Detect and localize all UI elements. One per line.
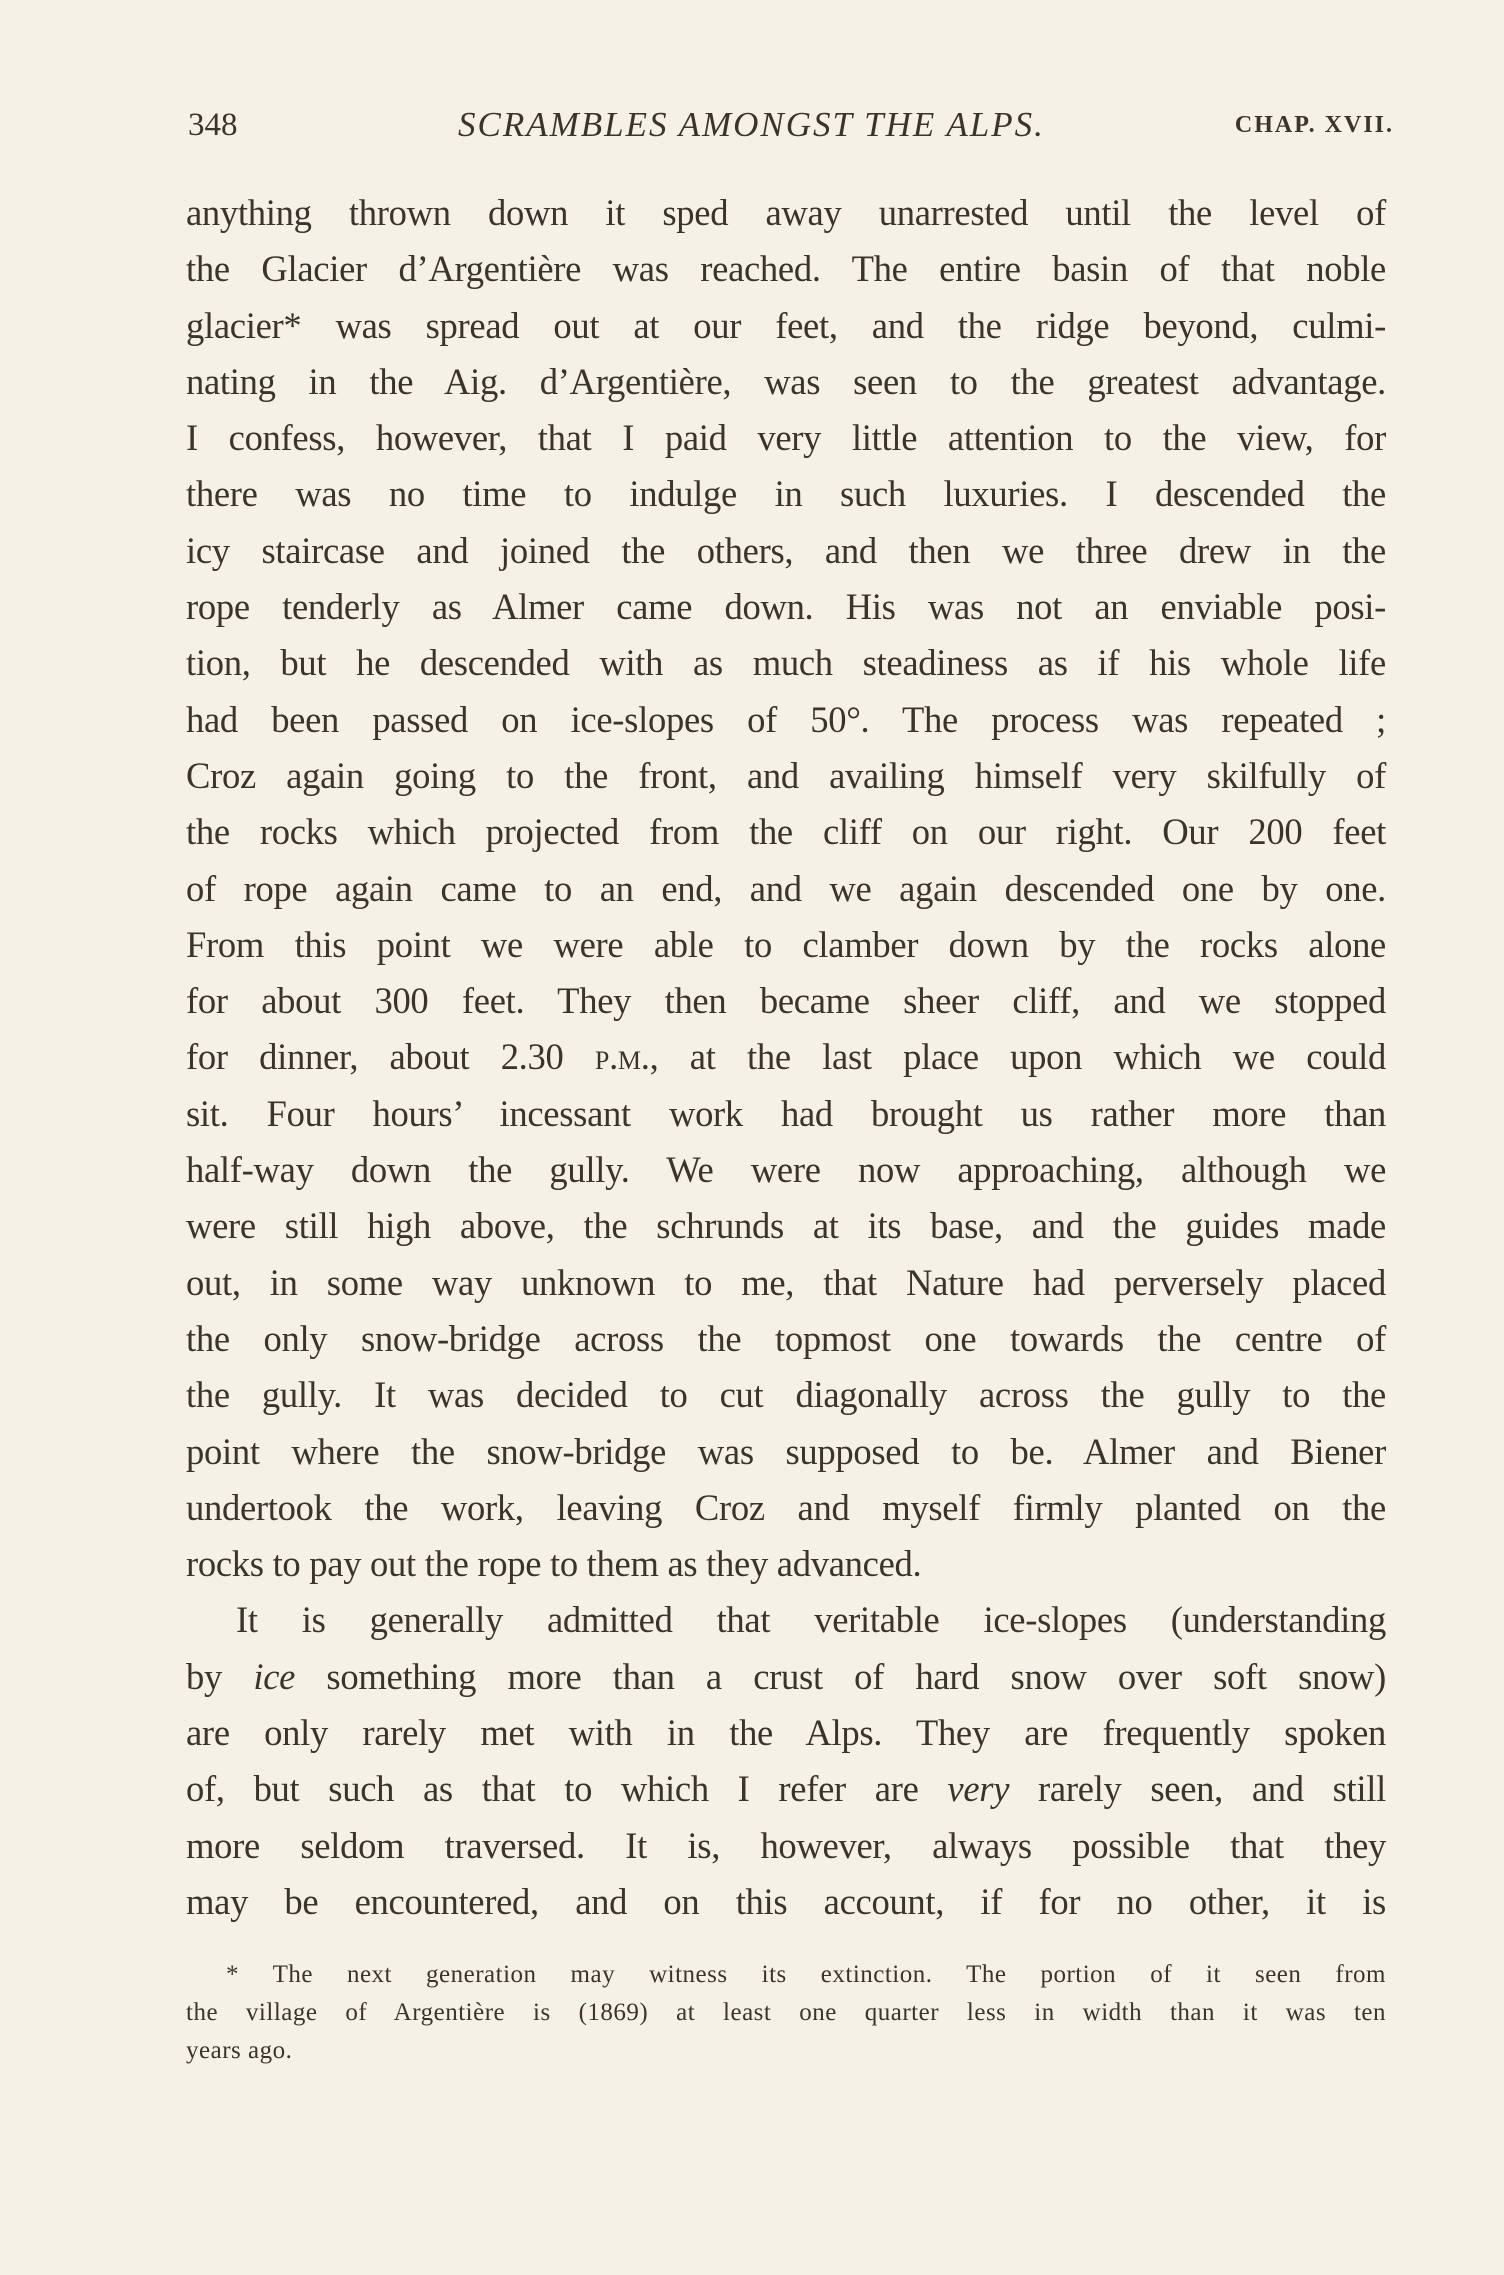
text-line: are only rarely met with in the Alps. They are frequently spoken [186, 1712, 1386, 1754]
footnote-line: the village of Argentière is (1869) at least one quarter less in width than it was ten [186, 1999, 1386, 2026]
footnote-line: years ago. [186, 2037, 293, 2064]
italic-word: ice [253, 1655, 296, 1697]
text-line: the Glacier d’Argentière was reached. The entire basin of that noble [186, 248, 1386, 290]
running-title: SCRAMBLES AMONGST THE ALPS. [458, 105, 1045, 144]
text-line: had been passed on ice-slopes of 50°. The process was repeated ; [186, 698, 1386, 740]
text-line: From this point we were able to clamber down by the rocks alone [186, 923, 1386, 965]
running-header [0, 95, 1504, 155]
paragraph-start-line: It is generally admitted that veritable ice-slopes (understanding [236, 1599, 1386, 1641]
text-line: were still high above, the schrunds at its base, and the guides made [186, 1205, 1386, 1247]
body-text [186, 185, 1386, 1930]
time-abbreviation: p.m. [594, 1036, 650, 1078]
text-line: anything thrown down it sped away unarrested until the level of [186, 192, 1386, 233]
text-line: tion, but he descended with as much steadiness as if his whole life [186, 642, 1386, 684]
chapter-label: CHAP. XVII. [1234, 112, 1394, 138]
text-line: rope tenderly as Almer came down. His was not an enviable posi- [186, 586, 1386, 628]
text-line: nating in the Aig. d’Argentière, was seen to the greatest advantage. [186, 360, 1386, 402]
text-line: may be encountered, and on this account, if for no other, it is [186, 1880, 1386, 1922]
text-line: half-way down the gully. We were now approaching, although we [186, 1149, 1386, 1191]
text-line: the only snow-bridge across the topmost one towards the centre of [186, 1317, 1386, 1359]
text-line: more seldom traversed. It is, however, always possible that they [186, 1824, 1386, 1866]
text-line: by ice something more than a crust of hard snow over soft snow) [186, 1655, 1387, 1697]
text-line: of, but such as that to which I refer are very rarely seen, and still [186, 1768, 1386, 1810]
page-number: 348 [188, 107, 238, 143]
text-line: the gully. It was decided to cut diagonally across the gully to the [186, 1374, 1386, 1416]
text-line: point where the snow-bridge was supposed to be. Almer and Biener [186, 1430, 1386, 1472]
text-line: there was no time to indulge in such luxuries. I descended the [186, 473, 1386, 515]
footnote-line: * The next generation may witness its extinction. The portion of it seen from [226, 1961, 1386, 1988]
text-line: sit. Four hours’ incessant work had brought us rather more than [186, 1092, 1386, 1134]
italic-word: very [947, 1768, 1010, 1810]
text-line: out, in some way unknown to me, that Nature had perversely placed [186, 1261, 1386, 1303]
text-line: for about 300 feet. They then became sheer cliff, and we stopped [186, 980, 1386, 1022]
text-line: icy staircase and joined the others, and then we three drew in the [186, 529, 1386, 571]
text-line: undertook the work, leaving Croz and myself firmly planted on the [186, 1486, 1386, 1528]
footnote [186, 1956, 1386, 2070]
text-line: for dinner, about 2.30 p.m., at the last place upon which we could [186, 1036, 1387, 1078]
text-line: the rocks which projected from the cliff on our right. Our 200 feet [186, 811, 1386, 853]
text-line: of rope again came to an end, and we again descended one by one. [186, 867, 1386, 909]
text-line: glacier* was spread out at our feet, and the ridge beyond, culmi- [186, 304, 1386, 346]
text-line: Croz again going to the front, and availing himself very skilfully of [186, 754, 1386, 796]
text-line: I confess, however, that I paid very little attention to the view, for [186, 417, 1386, 459]
text-line: rocks to pay out the rope to them as they advanced. [186, 1543, 922, 1585]
